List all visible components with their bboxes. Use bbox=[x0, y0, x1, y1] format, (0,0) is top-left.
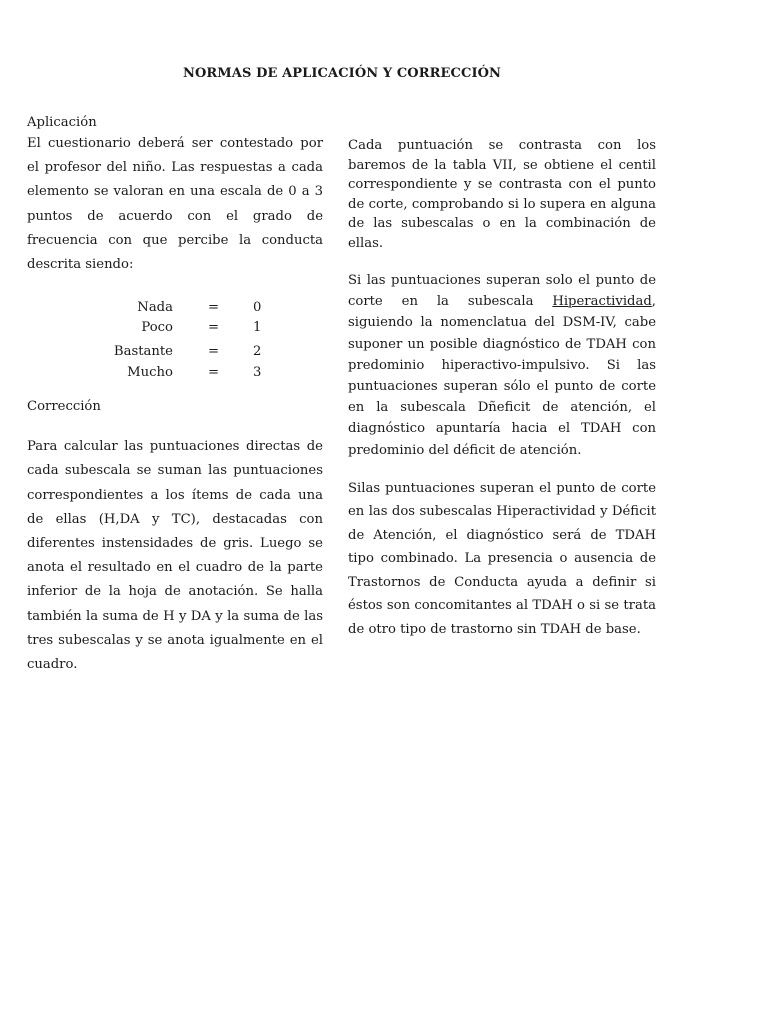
underlined-term: Hiperactividad bbox=[552, 294, 652, 310]
scale-equals: = bbox=[208, 320, 220, 336]
aplicacion-paragraph: El cuestionario deberá ser contestado por el profesor del niño. Las respuestas a cada elemento se valoran en una escala de 0 a 3 puntos de acuerdo con el grado de frecuencia con que percibe la conducta descrita siendo: bbox=[27, 136, 323, 273]
document-title: NORMAS DE APLICACIÓN Y CORRECCIÓN bbox=[182, 66, 502, 81]
scale-row-poco bbox=[27, 318, 323, 338]
correccion-paragraph: Para calcular las puntuaciones directas de cada subescala se suman las puntuaciones correspondientes a los ítems de cada una de ellas (H,DA y TC), destacadas con diferentes instensidades de gris. Luego se anota el resultado en el cuadro de la parte inferior de la hoja de anotación. Se halla también la suma de H y DA y la suma de las tres subescalas y se anota igualmente en el cuadro. bbox=[27, 439, 323, 673]
paragraph-text: , siguiendo la nomenclatua del DSM-IV, cabe suponer un posible diagnóstico de TDAH con predominio hiperactivo-impulsivo. Si las puntuaciones superan sólo el punto de corte en la subescala Dñeficit de atención, el diagnóstico apuntaría hacia el TDAH con predominio del déficit de atención. bbox=[348, 294, 656, 458]
scale-value: 0 bbox=[253, 300, 262, 316]
scale-row-nada bbox=[27, 298, 323, 318]
hyperactivity-paragraph bbox=[348, 270, 656, 461]
scale-value: 2 bbox=[253, 344, 262, 360]
scale-label: Poco bbox=[141, 320, 173, 336]
scale-value: 3 bbox=[253, 365, 262, 381]
scale-row-bastante bbox=[27, 342, 323, 362]
aplicacion-heading: Aplicación bbox=[27, 115, 97, 130]
scale-label: Nada bbox=[137, 300, 173, 316]
left-column bbox=[27, 114, 323, 677]
scale-equals: = bbox=[208, 344, 220, 360]
scale-label: Mucho bbox=[127, 365, 173, 381]
scale-equals: = bbox=[208, 365, 220, 381]
scale-label: Bastante bbox=[113, 344, 173, 360]
scale-row-mucho bbox=[27, 363, 323, 383]
frequency-scale bbox=[27, 298, 323, 386]
scale-equals: = bbox=[208, 300, 220, 316]
correccion-heading: Corrección bbox=[27, 399, 101, 415]
paragraph-text: Si las puntuaciones superan solo el punto de corte en la subescala bbox=[348, 273, 656, 310]
right-column bbox=[348, 136, 656, 641]
scale-value: 1 bbox=[253, 320, 262, 336]
contrast-paragraph: Cada puntuación se contrasta con los baremos de la tabla VII, se obtiene el centil correspondiente y se contrasta con el punto de corte, comprobando si lo supera en alguna de las subescalas o en la combinación de ellas. bbox=[348, 138, 656, 251]
combined-type-paragraph: Silas puntuaciones superan el punto de corte en las dos subescalas Hiperactividad y Déficit de Atención, el diagnóstico será de TDAH tipo combinado. La presencia o ausencia de Trastornos de Conducta ayuda a definir si éstos son concomitantes al TDAH o si se trata de otro tipo de trastorno sin TDAH de base. bbox=[348, 480, 656, 637]
